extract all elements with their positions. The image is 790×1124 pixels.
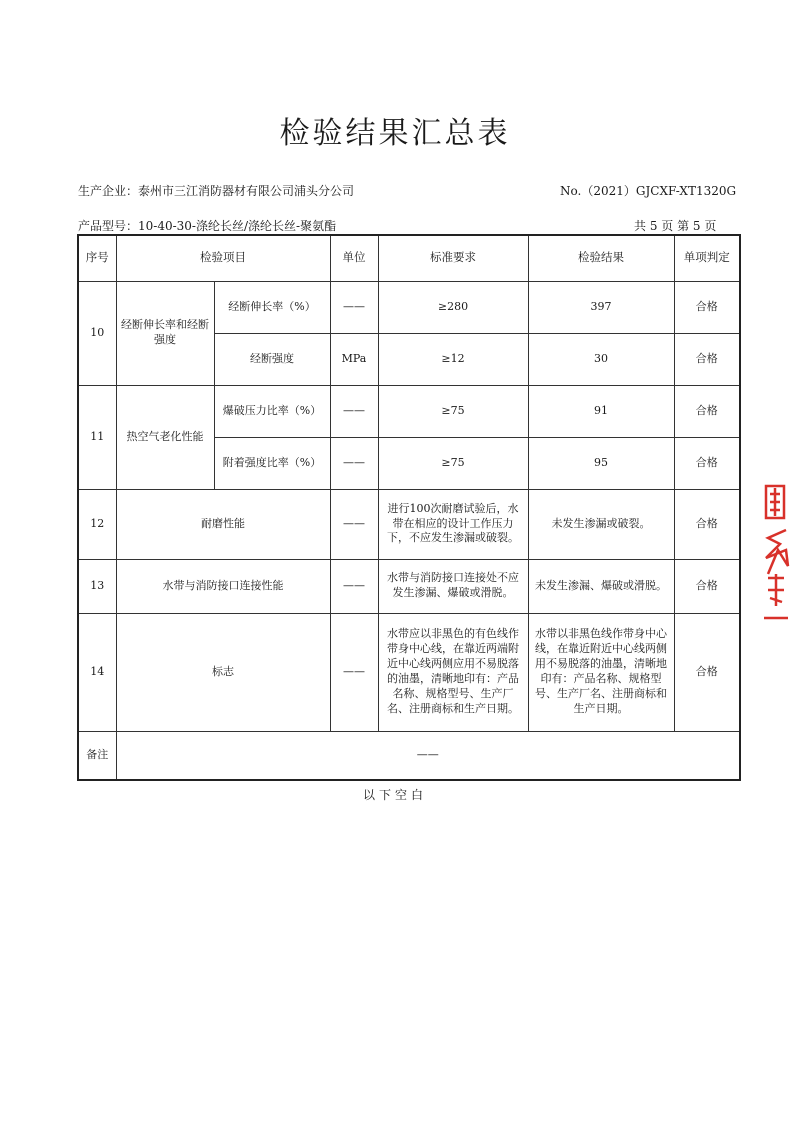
manufacturer: 生产企业：泰州市三江消防器材有限公司浦头分公司	[78, 184, 355, 198]
row-standard: ≥280	[378, 281, 528, 333]
row-seq: 14	[78, 613, 116, 731]
header-row	[78, 235, 740, 281]
dash-mark: ——	[343, 299, 365, 313]
row-result: 30	[528, 333, 674, 385]
official-seal-stamp	[758, 478, 790, 628]
sub-item: 经断强度	[214, 333, 330, 385]
row-unit: ——	[330, 559, 378, 613]
row-unit: MPa	[330, 333, 378, 385]
row-item: 耐磨性能	[116, 489, 330, 559]
row-judgement: 合格	[674, 613, 740, 731]
row-item: 标志	[116, 613, 330, 731]
header-item: 检验项目	[116, 235, 330, 281]
results-table	[77, 234, 741, 781]
row-result: 未发生渗漏、爆破或滑脱。	[528, 559, 674, 613]
table-row	[78, 385, 740, 437]
row-judgement: 合格	[674, 281, 740, 333]
remarks-value: ——	[116, 731, 740, 780]
row-seq: 13	[78, 559, 116, 613]
row-unit	[330, 281, 378, 333]
remarks-label: 备注	[78, 731, 116, 780]
blank-below-note: 以下空白	[362, 788, 427, 802]
table-row	[78, 489, 740, 559]
page-count: 共 5 页 第 5 页	[634, 219, 717, 233]
row-standard: ≥12	[378, 333, 528, 385]
header-judgement: 单项判定	[674, 235, 740, 281]
row-seq: 12	[78, 489, 116, 559]
table-row	[78, 281, 740, 333]
sub-item: 经断伸长率（%）	[214, 281, 330, 333]
row-judgement: 合格	[674, 333, 740, 385]
row-result: 水带以非黑色线作带身中心线，在靠近附近中心线两侧用不易脱落的油墨，清晰地印有：产品名称、规格型号、生产厂名、注册商标和生产日期。	[528, 613, 674, 731]
row-result: 397	[528, 281, 674, 333]
row-standard: 水带应以非黑色的有色线作带身中心线，在靠近两端附近中心线两侧应用不易脱落的油墨，清晰地印有：产品名称、规格型号、生产厂名、注册商标和生产日期。	[378, 613, 528, 731]
remarks-row	[78, 731, 740, 780]
row-result: 91	[528, 385, 674, 437]
report-title: 检验结果汇总表	[279, 116, 511, 151]
header-unit: 单位	[330, 235, 378, 281]
sub-item: 爆破压力比率（%）	[214, 385, 330, 437]
report-number: No.（2021）GJCXF-XT1320G	[560, 184, 737, 198]
row-item: 水带与消防接口连接性能	[116, 559, 330, 613]
row-standard: ≥75	[378, 437, 528, 489]
row-judgement: 合格	[674, 385, 740, 437]
table-row	[78, 559, 740, 613]
sub-item: 附着强度比率（%）	[214, 437, 330, 489]
row-judgement: 合格	[674, 489, 740, 559]
seal-graphic	[758, 478, 790, 628]
row-unit: ——	[330, 489, 378, 559]
row-unit: ——	[330, 437, 378, 489]
table-row	[78, 613, 740, 731]
row-standard: 进行100次耐磨试验后，水带在相应的设计工作压力下，不应发生渗漏或破裂。	[378, 489, 528, 559]
row-group: 经断伸长率和经断强度	[116, 281, 214, 385]
product-model: 产品型号：10-40-30-涤纶长丝/涤纶长丝-聚氨酯	[78, 219, 337, 233]
row-standard: 水带与消防接口连接处不应发生渗漏、爆破或滑脱。	[378, 559, 528, 613]
row-group: 热空气老化性能	[116, 385, 214, 489]
row-unit: ——	[330, 385, 378, 437]
row-judgement: 合格	[674, 437, 740, 489]
row-result: 95	[528, 437, 674, 489]
header-seq: 序号	[78, 235, 116, 281]
row-seq: 11	[78, 385, 116, 489]
row-judgement: 合格	[674, 559, 740, 613]
header-result: 检验结果	[528, 235, 674, 281]
row-standard: ≥75	[378, 385, 528, 437]
row-unit: ——	[330, 613, 378, 731]
row-seq: 10	[78, 281, 116, 385]
row-result: 未发生渗漏或破裂。	[528, 489, 674, 559]
header-standard: 标准要求	[378, 235, 528, 281]
